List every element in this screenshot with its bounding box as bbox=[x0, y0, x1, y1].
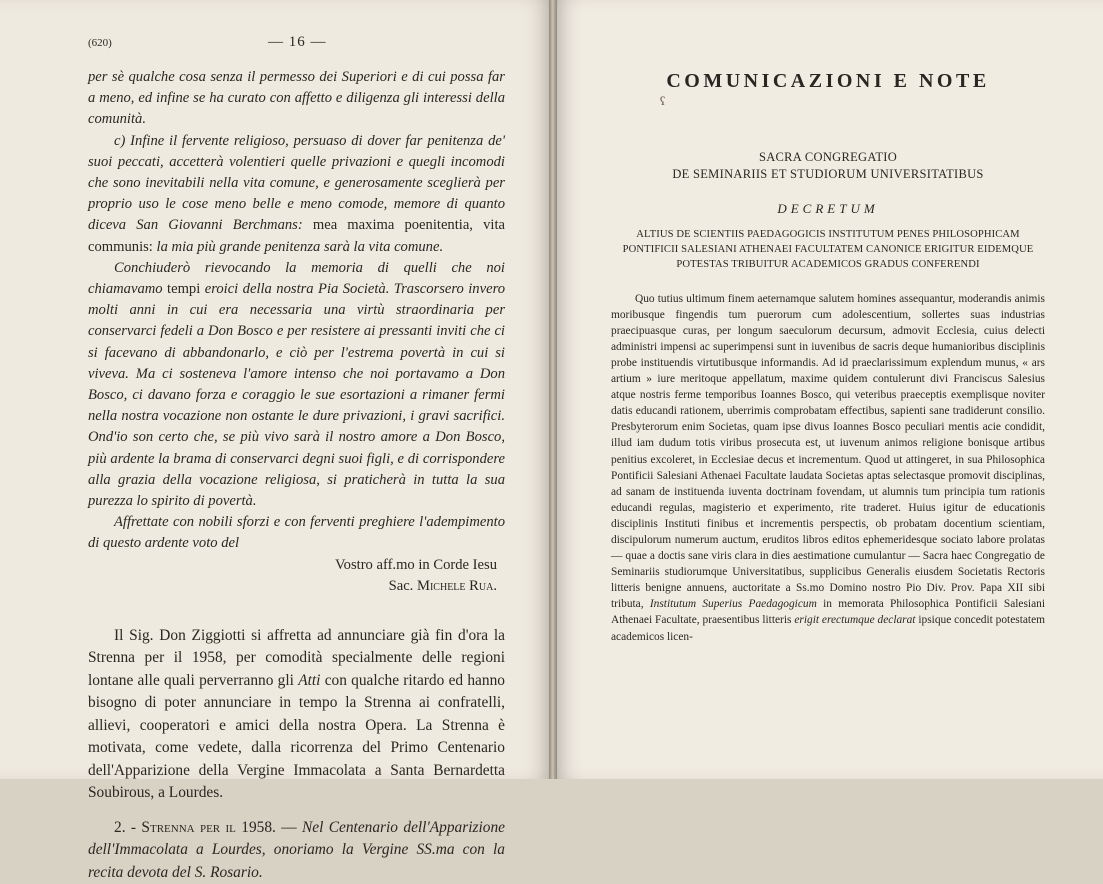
spacer bbox=[88, 805, 505, 817]
signature-line-2 bbox=[88, 576, 505, 597]
paragraph-2-lead: c) Infine il fervente religioso, persuaso di dover far penitenza de' suoi peccati, accetterà volentieri quelle privazioni e quegli incomodi che sono inevitabili nella vita comune, e generosamente sceglierà per proprio uso le cose meno belle e meno comode, memore di quanto diceva San Giovanni Berchmans: bbox=[88, 132, 505, 234]
signature-title: Sac. bbox=[388, 577, 414, 594]
congregation-name-2: DE SEMINARIIS ET STUDIORUM UNIVERSITATIBUS bbox=[672, 167, 984, 181]
paragraph-5-a: Il Sig. Don Ziggiotti si affretta ad annunciare già fin d'ora la Strenna per il 1958, per comodità specialmente delle regioni lontane alle quali perverranno gli bbox=[88, 626, 505, 689]
signature-name: Michele Rua. bbox=[417, 577, 497, 594]
page-reference: (620) bbox=[88, 37, 112, 49]
decree-body-b: in memorata Philosophica Pontificii Salesiani Athenaei Facultate, praesentibus litteris bbox=[611, 598, 1045, 627]
paragraph-5 bbox=[88, 625, 505, 805]
signature-line-1: Vostro aff.mo in Corde Iesu bbox=[335, 556, 497, 573]
decree-body-c: ipsique concedit potestatem academicos licen- bbox=[611, 614, 1046, 643]
section-title: COMUNICAZIONI E NOTE bbox=[666, 70, 990, 92]
decree-body bbox=[611, 291, 1045, 645]
item-2-number: 2. - bbox=[114, 818, 137, 836]
paragraph-3-a: Conchiuderò rievocando la memoria di quelli che noi chiamavamo bbox=[88, 259, 505, 298]
decretum-heading: DECRETUM bbox=[777, 201, 879, 216]
paragraph-3 bbox=[88, 258, 505, 512]
item-2-text: Nel Centenario dell'Apparizione dell'Immacolata a Lourdes, onoriamo la Vergine SS.ma con la recita devota del S. Rosario. bbox=[88, 818, 505, 881]
paragraph-4: Affrettate con nobili sforzi e con ferventi preghiere l'adempimento di questo ardente voto del bbox=[88, 514, 505, 552]
item-2 bbox=[88, 817, 505, 884]
decree-institute: Institutum Superius Paedagogicum bbox=[649, 598, 817, 611]
paragraph-2 bbox=[88, 131, 505, 258]
decree-caption: ALTIUS DE SCIENTIIS PAEDAGOGICIS INSTITUTUM PENES PHILOSOPHICAM PONTIFICII SALESIANI ATHENAEI FACULTATEM CANONICE ERIGITUR EIDEMQUE POTESTAS TRIBUITUR ACADEMICOS GRADUS CONFERENDI bbox=[622, 229, 1034, 271]
latin-quote: mea maxima poenitentia, vita communis: bbox=[88, 217, 505, 255]
paragraph-5-b: con qualche ritardo ed hanno bisogno di poter annunciare in tempo la Strenna ai confratelli, allievi, cooperatori e amici della nostra Opera. La Strenna è motivata, come vedete, dalla ricorrenza del Primo Centenario dell'Apparizione della Vergine Immacolata a Santa Bernardetta Soubirous, a Lourdes. bbox=[88, 671, 505, 802]
paragraph-1: per sè qualche cosa senza il permesso dei Superiori e di cui possa far a meno, ed infine se ha curato con affetto e diligenza gli interessi della comunità. bbox=[88, 69, 505, 128]
atti-word: Atti bbox=[298, 671, 321, 689]
paragraph-3-c: eroici della nostra Pia Società. Trascorsero invero molti anni in cui era necessaria una virtù straordinaria per conservarci fedeli a Don Bosco e per resistere ai pressanti inviti che ci si facevano di abbandonarlo, e ciò per l'estrema povertà in cui si viveva. Ma ci sosteneva l'amore intenso che noi portavamo a Don Bosco, ci davano forza e coraggio le sue esortazioni a rimaner fermi nella nostra vocazione non ostante le dure privazioni, i gravi sacrifici. Ond'io son certo che, se più vivo sarà il nostro amore a Don Bosco, più ardente la brama di conservarci degni suoi figli, e di corrispondere alla grazia della vocazione religiosa, si praticherà in tutta la sua purezza lo spirito di povertà. bbox=[88, 281, 505, 510]
paragraph-2-tail: la mia più grande penitenza sarà la vita comune. bbox=[156, 238, 444, 255]
left-page bbox=[0, 0, 553, 881]
page-number: — 16 — bbox=[268, 34, 327, 50]
book-gutter bbox=[549, 0, 557, 779]
spacer bbox=[88, 597, 505, 625]
paragraph-3-b: tempi bbox=[167, 281, 201, 298]
decree-erigit: erigit erectumque declarat bbox=[794, 614, 916, 627]
running-head bbox=[88, 34, 505, 51]
ink-mark: ʕ bbox=[660, 94, 666, 108]
congregation-name-1: SACRA CONGREGATIO bbox=[758, 150, 898, 164]
right-page bbox=[553, 0, 1103, 779]
decree-body-a: Quo tutius ultimum finem aeternamque salutem homines assequantur, moderandis animis moribusque fingendis tum puerorum cum adolescentium, sollertes suas industrias praecipuasque curas, per longum saeculorum decursum, admovit Ecclesia, cuius delecti administri impensi ac superimpensi sunt in iuvenibus de sacris deque humanioribus disciplinis probe instituendis virtutibusque informandis. Ad id praeclarissimum explendum munus, « ars artium » iure meritoque appellatum, maxime quidem contulerunt divi Franciscus Salesius atque nostris ferme temporibus Ioannes Bosco, qui veteribus praeceptis exemplisque noviter datis educandi rationem, uberrimis comprobatam effectibus, sapienti sane tradiderunt consilio. Presbyterorum enim Societas, quam ipse divus Ioannes Bosco peculiari mentis acie condidit, illud iam dudum totis viribus prosecuta est, ut iuvenum animos religione bonisque artibus penitius excoleret, in Ecclesiae decus et incrementum. Quod ut attingeret, in sua Philosophica Pontificii Salesiani Athenaei Facultate laudata Societas aptas selectasque promovit disciplinas, ad sanam de instituenda iuventa doctrinam fovendam, ut alumnis tum principia tum rationis educandi regulas, magisterio et experimento, rite traderet. Huius igitur de educationis disciplinis Instituti finibus et incrementis perspectis, ob probatam docentium scientiam, discipulorum numerum auctum, eruditos libros editos ephemeridesque sociato labore prolatas — quae a doctis sane viris clara in dies aestimatione cumulantur — Sacra haec Congregatio de Seminariis studiorumque Universitatibus, supplicibus Generalis eiusdem Societatis Rectoris litteris benigne annuens, auctoritate a Ss.mo Domino nostro Pio Div. Prov. Papa XII sibi tributa, bbox=[611, 292, 1045, 611]
item-2-heading: Strenna per il 1958. — bbox=[141, 818, 297, 836]
